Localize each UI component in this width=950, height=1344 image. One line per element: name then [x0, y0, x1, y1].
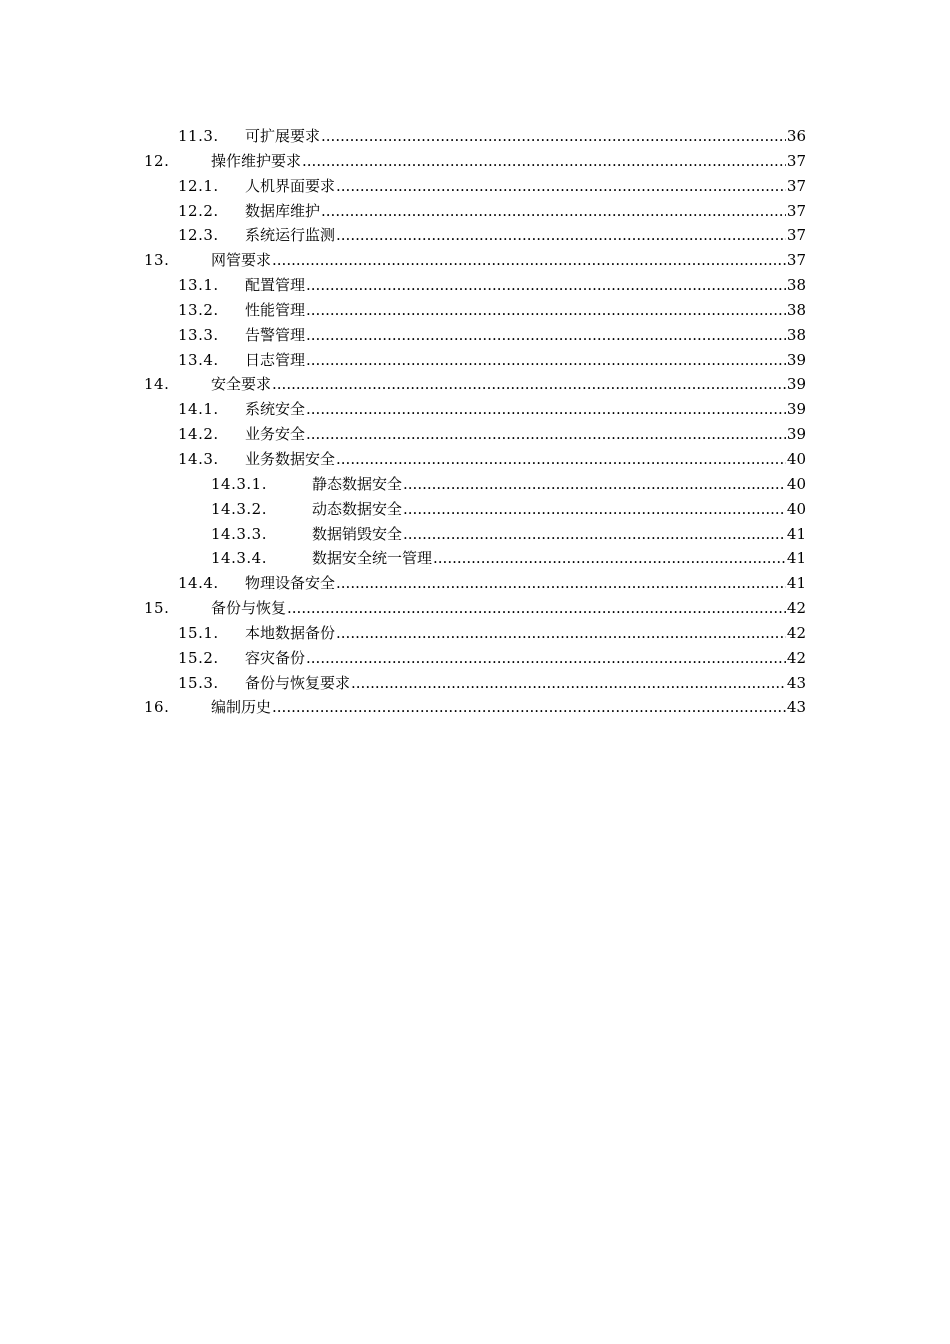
toc-dot-leader [306, 323, 786, 348]
toc-entry[interactable] [144, 348, 806, 373]
toc-entry-page: 36 [786, 127, 806, 145]
toc-entry-page: 37 [786, 151, 806, 170]
toc-entry-number: 15. [144, 599, 170, 618]
toc-entry[interactable] [144, 223, 806, 248]
toc-entry-title: 日志管理 [245, 350, 306, 369]
toc-entry-page: 38 [786, 300, 806, 319]
toc-entry[interactable] [144, 472, 806, 497]
toc-entry[interactable] [144, 671, 806, 696]
toc-entry-page: 39 [786, 425, 806, 444]
toc-entry-title: 人机界面要求 [245, 176, 336, 195]
toc-entry-page: 42 [786, 623, 806, 642]
toc-dot-leader [306, 273, 786, 298]
toc-entry-title: 系统运行监测 [245, 226, 336, 245]
toc-entry-number: 12. [144, 151, 170, 170]
toc-entry-page: 39 [786, 350, 806, 369]
toc-entry[interactable] [144, 571, 806, 596]
toc-entry-number: 15.2. [178, 648, 219, 667]
toc-dot-leader [336, 223, 786, 248]
toc-entry-number: 15.3. [178, 673, 219, 692]
toc-entry-page: 42 [786, 599, 806, 618]
toc-entry-title: 性能管理 [245, 300, 306, 319]
toc-entry-number: 14.4. [178, 574, 219, 593]
toc-dot-leader [403, 497, 786, 522]
toc-dot-leader [306, 348, 786, 373]
toc-entry-title: 安全要求 [211, 375, 272, 394]
toc-entry[interactable] [144, 497, 806, 522]
toc-dot-leader [336, 447, 786, 472]
toc-dot-leader [287, 596, 786, 621]
toc-entry-title: 数据库维护 [245, 201, 321, 220]
toc-dot-leader [306, 422, 786, 447]
toc-entry[interactable] [144, 323, 806, 348]
toc-entry-title: 备份与恢复要求 [245, 673, 351, 692]
toc-entry-title: 告警管理 [245, 325, 306, 344]
toc-entry[interactable] [144, 447, 806, 472]
toc-entry[interactable] [144, 372, 806, 397]
toc-dot-leader [351, 671, 786, 696]
toc-entry[interactable] [144, 397, 806, 422]
toc-entry[interactable] [144, 199, 806, 224]
toc-entry-title: 数据销毁安全 [312, 524, 403, 543]
toc-dot-leader [403, 472, 786, 497]
toc-entry-title: 业务安全 [245, 425, 306, 444]
toc-entry-title: 本地数据备份 [245, 623, 336, 642]
toc-entry-number: 14. [144, 375, 170, 394]
toc-entry[interactable] [144, 621, 806, 646]
toc-entry-number: 12.2. [178, 201, 219, 220]
toc-entry[interactable] [144, 174, 806, 199]
toc-dot-leader [272, 372, 786, 397]
table-of-contents [144, 124, 806, 720]
toc-entry-title: 物理设备安全 [245, 574, 336, 593]
toc-entry-page: 40 [786, 449, 806, 468]
toc-entry-number: 16. [144, 698, 170, 717]
toc-dot-leader [306, 298, 786, 323]
toc-entry-number: 12.1. [178, 176, 219, 195]
toc-dot-leader [272, 248, 786, 273]
toc-entry-title: 数据安全统一管理 [312, 549, 433, 568]
toc-entry-page: 40 [786, 499, 806, 518]
toc-entry[interactable] [144, 422, 806, 447]
toc-entry-number: 12.3. [178, 226, 219, 245]
toc-entry[interactable] [144, 546, 806, 571]
toc-entry-title: 静态数据安全 [312, 474, 403, 493]
toc-entry-title: 网管要求 [211, 251, 272, 270]
toc-dot-leader [306, 646, 786, 671]
toc-entry[interactable] [144, 522, 806, 547]
toc-entry-number: 14.3.1. [211, 474, 267, 493]
toc-entry[interactable] [144, 149, 806, 174]
toc-entry[interactable] [144, 248, 806, 273]
toc-entry-page: 41 [786, 574, 806, 593]
toc-dot-leader [336, 174, 786, 199]
toc-entry-title: 可扩展要求 [245, 127, 321, 145]
toc-entry-number: 14.3.2. [211, 499, 267, 518]
toc-dot-leader [433, 546, 786, 571]
toc-entry-title: 操作维护要求 [211, 151, 302, 170]
toc-entry-title: 容灾备份 [245, 648, 306, 667]
toc-entry-title: 备份与恢复 [211, 599, 287, 618]
toc-entry-number: 11.3. [178, 127, 219, 145]
toc-entry-number: 14.3.4. [211, 549, 267, 568]
toc-entry-page: 43 [786, 698, 806, 717]
toc-entry-page: 38 [786, 325, 806, 344]
toc-dot-leader [272, 695, 786, 720]
toc-entry-number: 14.3. [178, 449, 219, 468]
toc-entry-number: 13.1. [178, 276, 219, 295]
toc-entry-page: 37 [786, 201, 806, 220]
toc-entry-title: 配置管理 [245, 276, 306, 295]
toc-entry-page: 37 [786, 226, 806, 245]
toc-entry-title: 系统安全 [245, 400, 306, 419]
toc-entry-number: 13.3. [178, 325, 219, 344]
toc-entry-number: 13. [144, 251, 170, 270]
toc-entry-page: 37 [786, 251, 806, 270]
toc-entry-page: 39 [786, 400, 806, 419]
toc-entry-number: 13.4. [178, 350, 219, 369]
toc-entry[interactable] [144, 273, 806, 298]
toc-entry[interactable] [144, 646, 806, 671]
toc-entry-page: 39 [786, 375, 806, 394]
toc-entry[interactable] [144, 124, 806, 149]
toc-entry-title: 编制历史 [211, 698, 272, 717]
toc-entry[interactable] [144, 695, 806, 720]
toc-entry-number: 15.1. [178, 623, 219, 642]
toc-entry-number: 14.3.3. [211, 524, 267, 543]
toc-entry-page: 43 [786, 673, 806, 692]
toc-dot-leader [321, 199, 786, 224]
toc-entry-page: 42 [786, 648, 806, 667]
toc-dot-leader [336, 621, 786, 646]
toc-entry-page: 38 [786, 276, 806, 295]
toc-dot-leader [336, 571, 786, 596]
toc-dot-leader [306, 397, 786, 422]
toc-dot-leader [403, 522, 786, 547]
toc-entry-title: 动态数据安全 [312, 499, 403, 518]
toc-entry-number: 14.1. [178, 400, 219, 419]
toc-entry-number: 14.2. [178, 425, 219, 444]
toc-entry-page: 40 [786, 474, 806, 493]
toc-entry-page: 37 [786, 176, 806, 195]
toc-dot-leader [302, 149, 786, 174]
toc-entry-page: 41 [786, 524, 806, 543]
toc-entry[interactable] [144, 596, 806, 621]
toc-dot-leader [321, 124, 786, 149]
toc-entry-title: 业务数据安全 [245, 449, 336, 468]
toc-entry[interactable] [144, 298, 806, 323]
toc-entry-number: 13.2. [178, 300, 219, 319]
toc-entry-page: 41 [786, 549, 806, 568]
